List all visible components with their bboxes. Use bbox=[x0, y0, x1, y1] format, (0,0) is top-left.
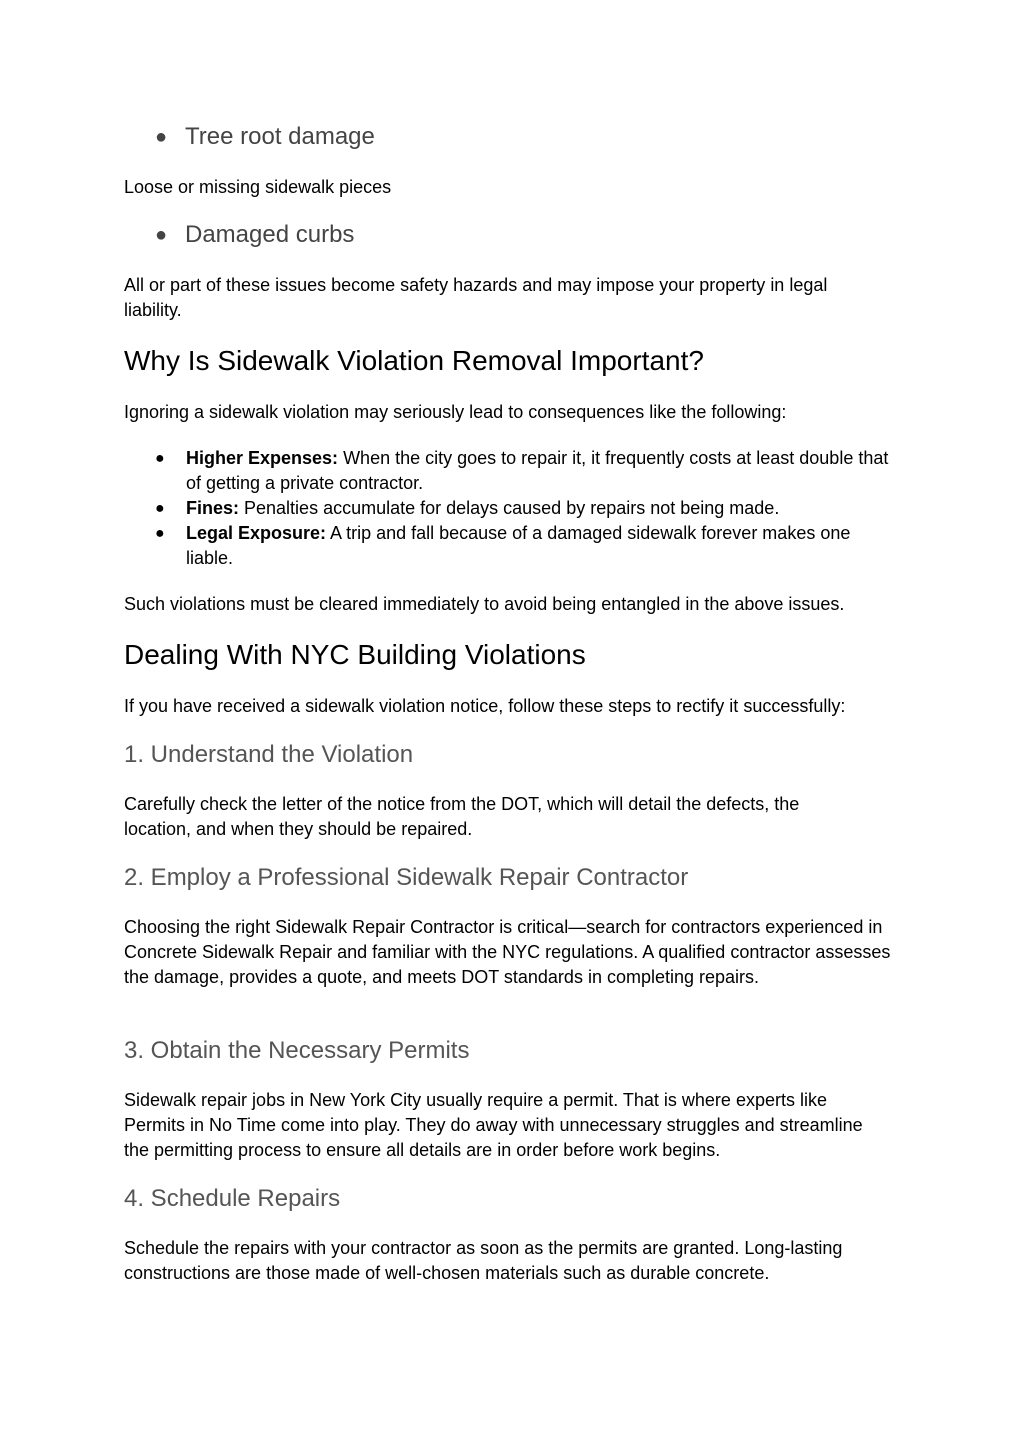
list-item-text: A trip and fall because of a damaged sidewalk forever makes one liable. bbox=[186, 523, 851, 568]
step-text-2: Choosing the right Sidewalk Repair Contractor is critical—search for contractors experienced in Concrete Sidewalk Repair and familiar with the NYC regulations. A qualified contractor assesses the damage, provides a quote, and meets DOT standards in completing repairs. bbox=[124, 917, 891, 987]
importance-intro: Ignoring a sidewalk violation may seriously lead to consequences like the following: bbox=[124, 402, 787, 422]
list-item bbox=[155, 446, 895, 496]
dealing-intro: If you have received a sidewalk violation notice, follow these steps to rectify it successfully: bbox=[124, 696, 846, 716]
step-text-1: Carefully check the letter of the notice from the DOT, which will detail the defects, the location, and when they should be repaired. bbox=[124, 794, 800, 839]
step-heading-1: 1. Understand the Violation bbox=[124, 741, 414, 768]
hazard-text: All or part of these issues become safety hazards and may impose your property in legal liability. bbox=[124, 275, 828, 320]
importance-outro: Such violations must be cleared immediately to avoid being entangled in the above issues. bbox=[124, 594, 845, 614]
list-item-text: Penalties accumulate for delays caused by repairs not being made. bbox=[239, 498, 780, 518]
step-text-4: Schedule the repairs with your contractor as soon as the permits are granted. Long-lasting constructions are those made of well-chosen materials such as durable concrete. bbox=[124, 1238, 843, 1283]
loose-pieces-text: Loose or missing sidewalk pieces bbox=[124, 177, 392, 197]
list-item-label: Legal Exposure: bbox=[186, 523, 327, 543]
bullet-dot: ● bbox=[155, 500, 165, 517]
list-item bbox=[155, 521, 895, 571]
bullet-dot: ● bbox=[155, 525, 165, 542]
bullet-dot: ● bbox=[155, 224, 168, 246]
bullet-text: Damaged curbs bbox=[185, 221, 355, 248]
list-item-text: When the city goes to repair it, it frequently costs at least double that of getting a private contractor. bbox=[186, 448, 889, 493]
bullet-damaged-curbs bbox=[155, 221, 354, 249]
bullet-dot: ● bbox=[155, 450, 165, 467]
step-heading-4: 4. Schedule Repairs bbox=[124, 1185, 341, 1212]
list-item-label: Higher Expenses: bbox=[186, 448, 339, 468]
step-heading-3: 3. Obtain the Necessary Permits bbox=[124, 1037, 470, 1064]
step-heading-2: 2. Employ a Professional Sidewalk Repair Contractor bbox=[124, 864, 689, 891]
bullet-dot: ● bbox=[155, 126, 168, 148]
section-heading-importance: Why Is Sidewalk Violation Removal Important? bbox=[124, 345, 704, 376]
step-text-3: Sidewalk repair jobs in New York City usually require a permit. That is where experts like Permits in No Time come into play. They do away with unnecessary struggles and streamline the permitting process to ensure all details are in order before work begins. bbox=[124, 1090, 863, 1160]
bullet-text: Tree root damage bbox=[185, 123, 375, 150]
bullet-tree-root bbox=[155, 123, 375, 151]
list-item-label: Fines: bbox=[186, 498, 240, 518]
list-item bbox=[155, 496, 895, 521]
section-heading-dealing: Dealing With NYC Building Violations bbox=[124, 639, 586, 670]
consequences-list bbox=[155, 446, 895, 571]
